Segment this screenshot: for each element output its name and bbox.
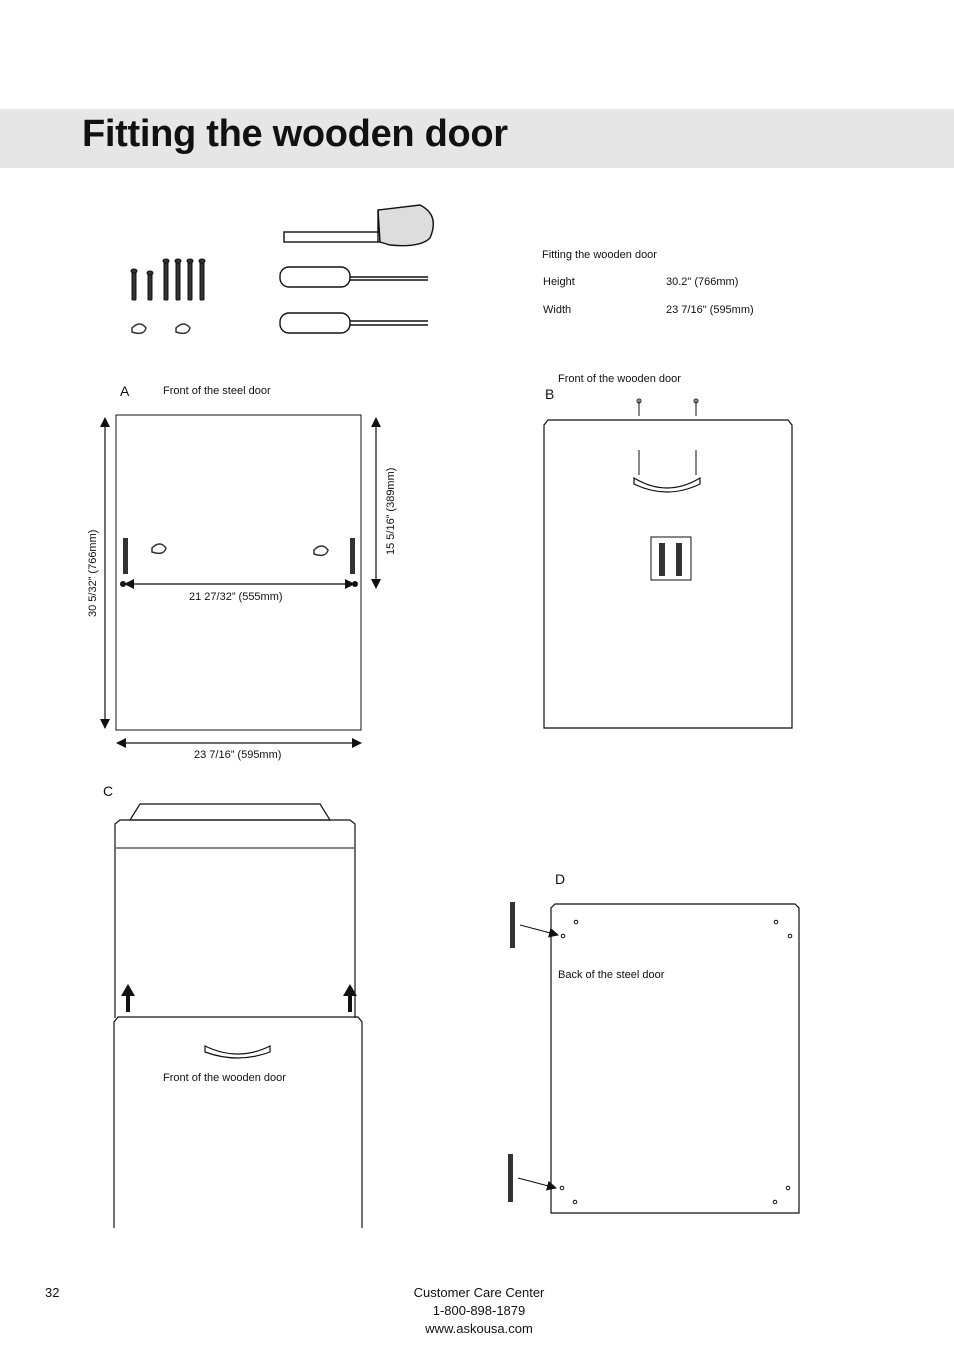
figure-a-half-height-dim: 15 5/16” (389mm) [385, 467, 397, 555]
figure-b-letter: B [545, 386, 555, 402]
spec-height-value: 30.2" (766mm) [666, 276, 739, 288]
figure-c-letter: C [103, 783, 114, 799]
spec-height-label: Height [543, 276, 575, 288]
figure-d-letter: D [555, 871, 566, 887]
arrow-up-icon [121, 984, 135, 1012]
figure-a-height-dim: 30 5/32” (766mm) [87, 529, 99, 617]
screwdriver-icon [280, 267, 428, 287]
wooden-door-outline [544, 420, 792, 728]
clip-icon [132, 324, 190, 333]
figure-b-caption: Front of the wooden door [558, 373, 681, 385]
figure-a-hole-spacing-dim: 21 27/32” (555mm) [189, 591, 283, 603]
screws-icon [131, 259, 205, 300]
wooden-door-c-outline [114, 1017, 362, 1228]
customer-care-block [379, 1284, 579, 1338]
phillips-screwdriver-icon [280, 313, 428, 333]
steel-door-back-outline [551, 904, 799, 1213]
figure-a-caption: Front of the steel door [163, 385, 271, 397]
spec-width-label: Width [543, 304, 572, 316]
figure-a-width-dim: 23 7/16” (595mm) [194, 749, 282, 761]
customer-care-phone[interactable]: 1-800-898-1879 [432, 1303, 526, 1318]
figure-a-letter: A [120, 383, 130, 399]
steel-door-c-outline [115, 820, 355, 1018]
tape-measure-icon [284, 205, 433, 246]
spec-width-value: 23 7/16" (595mm) [666, 304, 754, 316]
steel-door-outline [116, 415, 361, 730]
page-number: 32 [45, 1285, 60, 1300]
handle-icon [634, 478, 700, 492]
customer-care-website[interactable]: www.askousa.com [425, 1321, 533, 1336]
figure-d-caption: Back of the steel door [558, 969, 665, 981]
page-title: Fitting the wooden door [82, 113, 508, 155]
specs-title: Fitting the wooden door [542, 249, 657, 261]
figure-c-caption: Front of the wooden door [163, 1072, 286, 1084]
customer-care-title: Customer Care Center [413, 1285, 545, 1300]
